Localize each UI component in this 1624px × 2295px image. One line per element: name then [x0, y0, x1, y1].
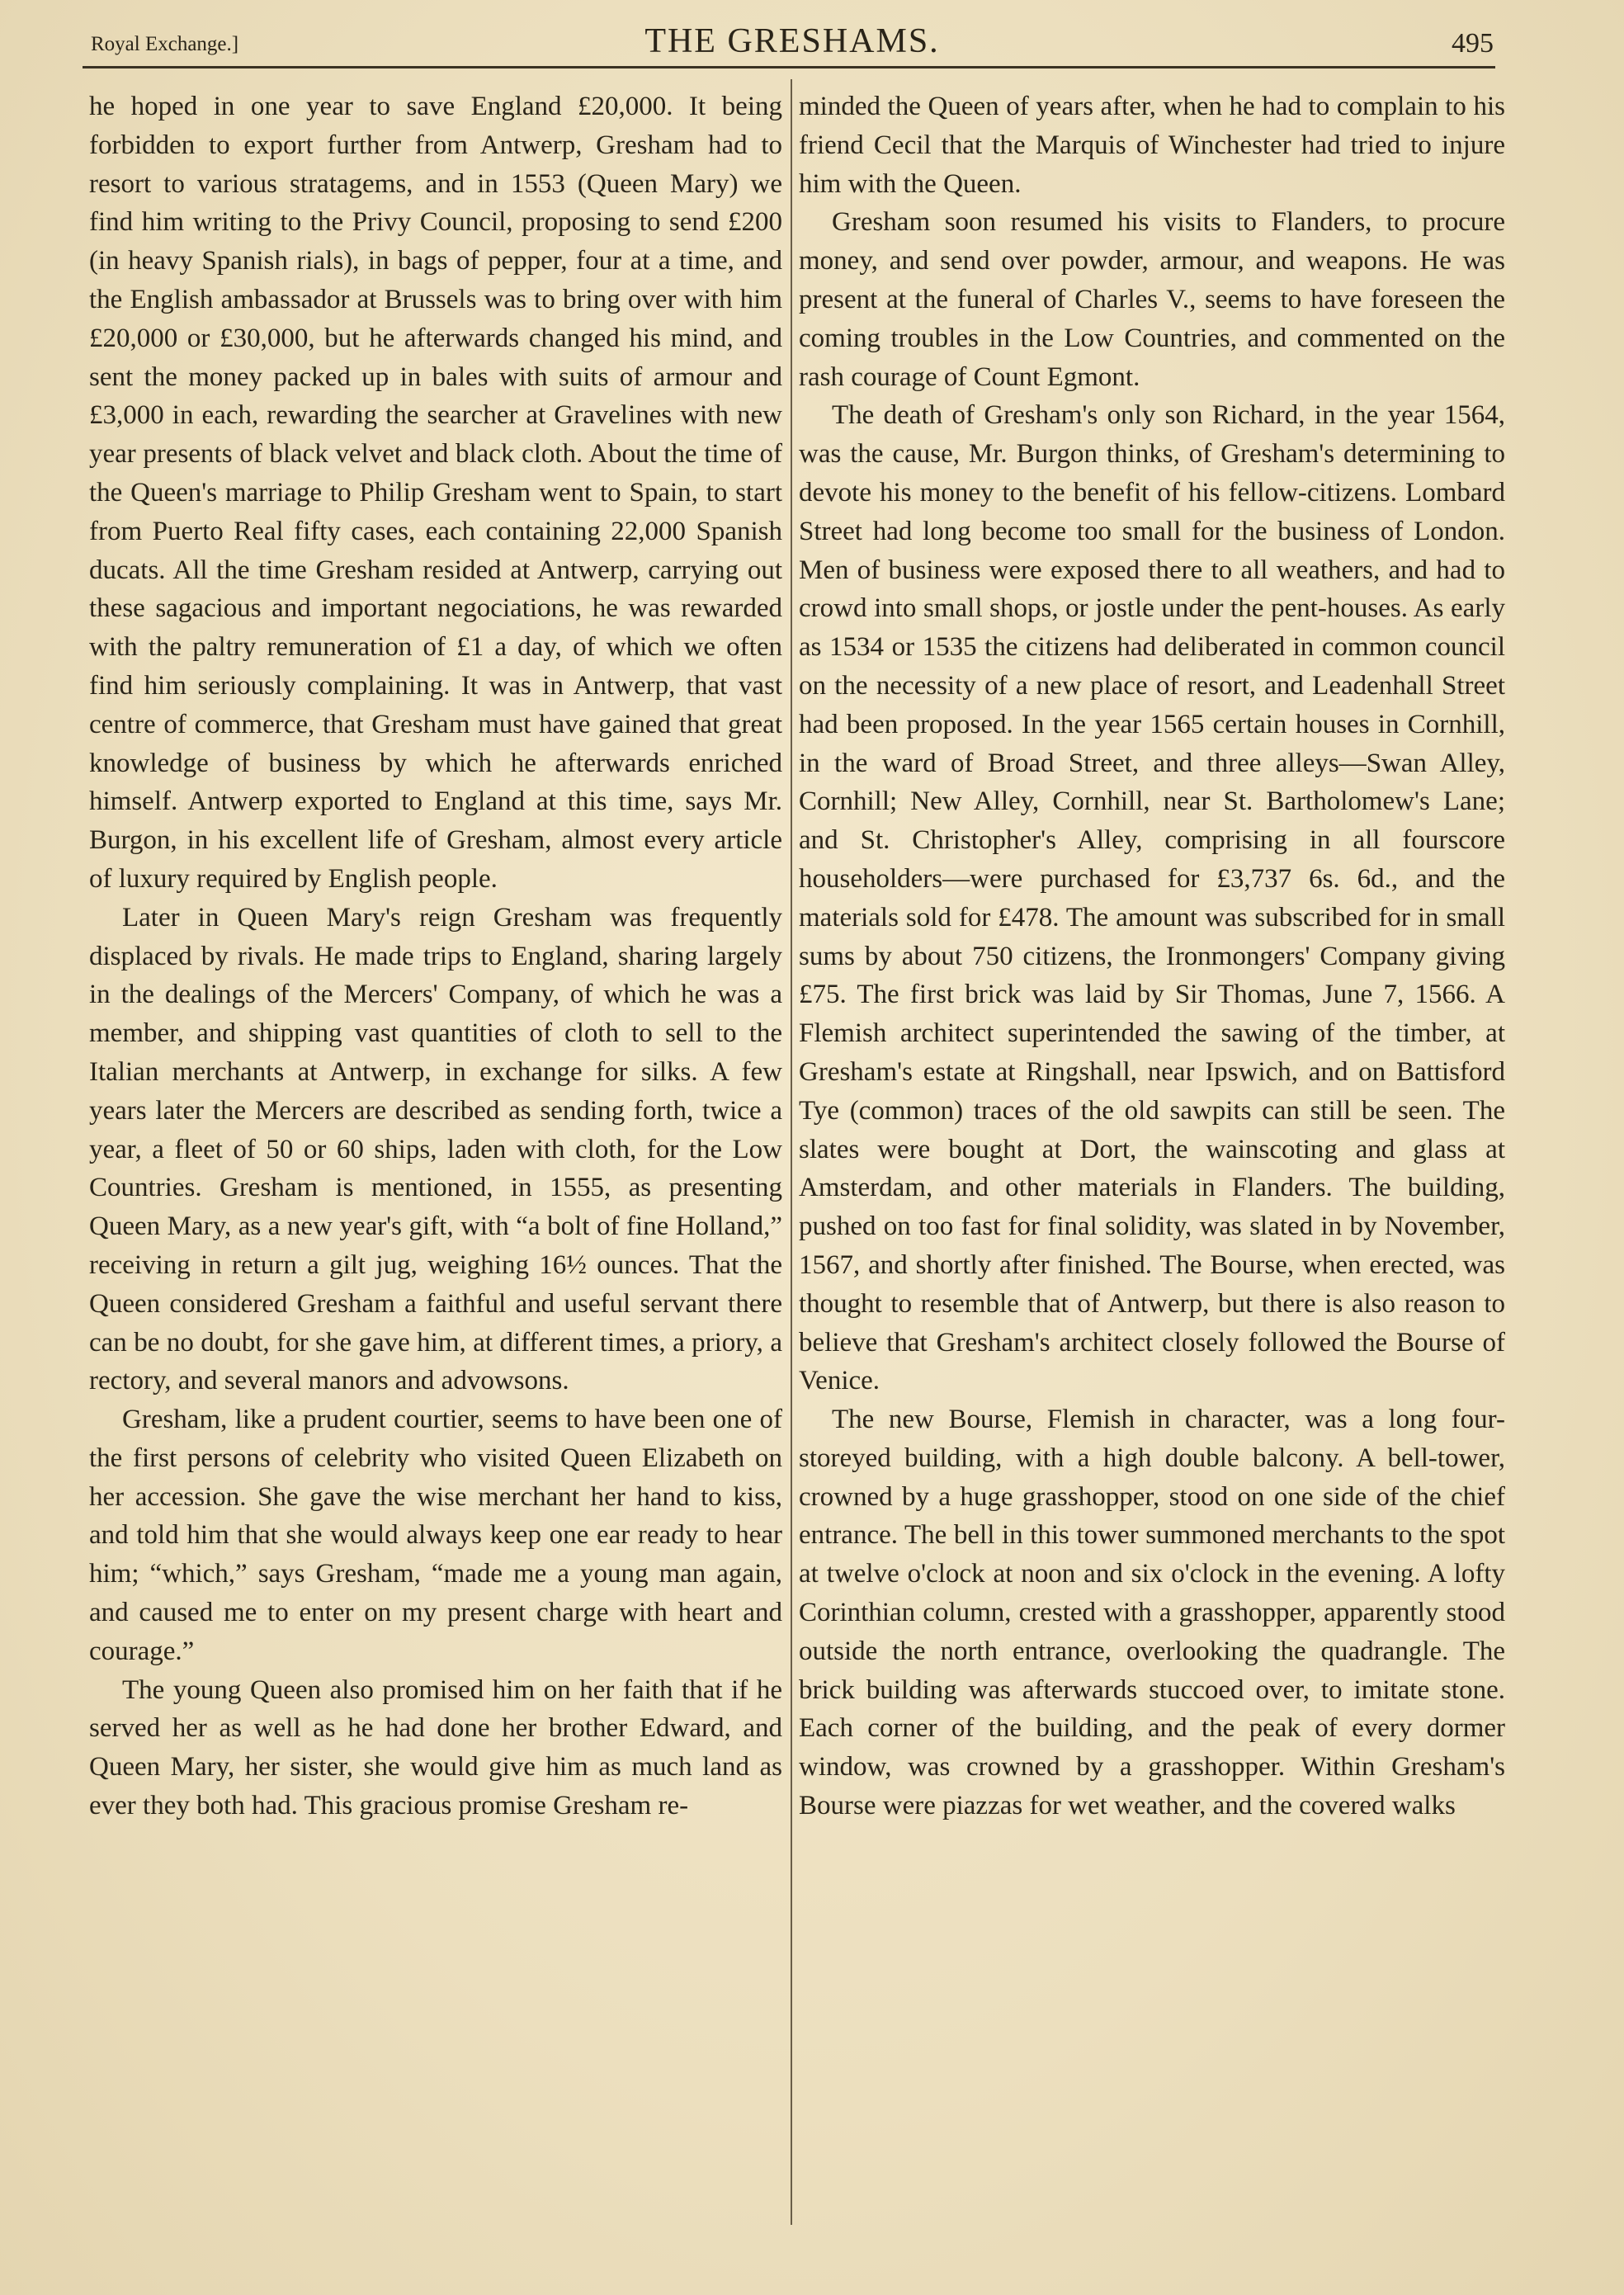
header-rule — [83, 66, 1495, 68]
page-title: THE GRESHAMS. — [644, 22, 940, 60]
paragraph: minded the Queen of years after, when he had to complain to his friend Cecil that the Marquis of Winchester had tried to injure him with the Queen. — [799, 92, 1505, 199]
paragraph: The young Queen also promised him on her faith that if he served her as well as he had done her brother Edward, and Queen Mary, her sister, she would give him as much land as ever they both had. This gracious promise Gresham re- — [89, 1674, 782, 1821]
paragraph: Later in Queen Mary's reign Gresham was frequently displaced by rivals. He made trips to England, sharing largely in the dealings of the Mercers' Company, of which he was a member, and shipping vast quantities of cloth to sell to the Italian merchants at Antwerp, in exchange for silks. A few years later the Mercers are described as sending forth, twice a year, a fleet of 50 or 60 ships, laden with cloth, for the Low Countries. Gresham is mentioned, in 1555, as presenting Queen Mary, as a new year's gift, with “a bolt of fine Holland,” receiving in return a gilt jug, weighing 16½ ounces. That the Queen considered Gresham a faithful and useful servant there can be no doubt, for she gave him, at different times, a priory, a rectory, and several manors and advowsons. — [89, 902, 782, 1396]
paragraph: The death of Gresham's only son Richard, in the year 1564, was the cause, Mr. Burgon thinks, of Gresham's determining to devote his money to the benefit of his fellow-citizens. Lombard Street had long become too small for the business of London. Men of business were exposed there to all weathers, and had to crowd into small shops, or jostle under the pent-houses. As early as 1534 or 1535 the citizens had deliberated in common council on the necessity of a new place of resort, and Leadenhall Street had been proposed. In the year 1565 certain houses in Cornhill, in the ward of Broad Street, and three alleys—Swan Alley, Cornhill; New Alley, Cornhill, near St. Bartholomew's Lane; and St. Christopher's Alley, comprising in all fourscore householders—were purchased for £3,737 6s. 6d., and the materials sold for £478. The amount was subscribed for in small sums by about 750 citizens, the Ironmongers' Company giving £75. The first brick was laid by Sir Thomas, June 7, 1566. A Flemish architect superintended the sawing of the timber, at Gresham's estate at Ringshall, near Ipswich, and on Battisford Tye (common) traces of the old sawpits can still be seen. The slates were bought at Dort, the wainscoting and glass at Amsterdam, and other materials in Flanders. The building, pushed on too fast for final solidity, was slated in by November, 1567, and shortly after finished. The Bourse, when erected, was thought to resemble that of Antwerp, but there is also reason to believe that Gresham's architect closely followed the Bourse of Venice. — [799, 400, 1505, 1396]
right-column — [799, 87, 1505, 1825]
paragraph: he hoped in one year to save England £20,000. It being forbidden to export further from Antwerp, Gresham had to resort to various stratagems, and in 1553 (Queen Mary) we find him writing to the Privy Council, proposing to send £200 (in heavy Spanish rials), in bags of pepper, four at a time, and the English ambassador at Brussels was to bring over with him £20,000 or £30,000, but he afterwards changed his mind, and sent the money packed up in bales with suits of armour and £3,000 in each, rewarding the searcher at Gravelines with new year presents of black velvet and black cloth. About the time of the Queen's marriage to Philip Gresham went to Spain, to start from Puerto Real fifty cases, each containing 22,000 Spanish ducats. All the time Gresham resided at Antwerp, carrying out these sagacious and important negociations, he was rewarded with the paltry remuneration of £1 a day, of which we often find him seriously complaining. It was in Antwerp, that vast centre of commerce, that Gresham must have gained that great knowledge of business by which he afterwards enriched himself. Antwerp exported to England at this time, says Mr. Burgon, in his excellent life of Gresham, almost every article of luxury required by English people. — [89, 92, 782, 894]
paragraph: The new Bourse, Flemish in character, was a long four-storeyed building, with a high double balcony. A bell-tower, crowned by a huge grasshopper, stood on one side of the chief entrance. The bell in this tower summoned merchants to the spot at twelve o'clock at noon and six o'clock in the evening. A lofty Corinthian column, crested with a grasshopper, apparently stood outside the north entrance, overlooking the quadrangle. The brick building was afterwards stuccoed over, to imitate stone. Each corner of the building, and the peak of every dormer window, was crowned by a grasshopper. Within Gresham's Bourse were piazzas for wet weather, and the covered walks — [799, 1405, 1505, 1821]
page-number: 495 — [1452, 28, 1494, 59]
running-head: Royal Exchange.] — [91, 33, 239, 55]
paragraph: Gresham, like a prudent courtier, seems to have been one of the first persons of celebrity who visited Queen Elizabeth on her accession. She gave the wise merchant her hand to kiss, and told him that she would always keep one ear ready to hear him; “which,” says Gresham, “made me a young man again, and caused me to enter on my present charge with heart and courage.” — [89, 1405, 782, 1666]
page-header — [91, 17, 1494, 66]
paragraph: Gresham soon resumed his visits to Flanders, to procure money, and send over powder, armour, and weapons. He was present at the funeral of Charles V., seems to have foreseen the coming troubles in the Low Countries, and commented on the rash courage of Count Egmont. — [799, 207, 1505, 392]
left-column — [89, 87, 782, 1825]
column-divider — [791, 79, 792, 2225]
